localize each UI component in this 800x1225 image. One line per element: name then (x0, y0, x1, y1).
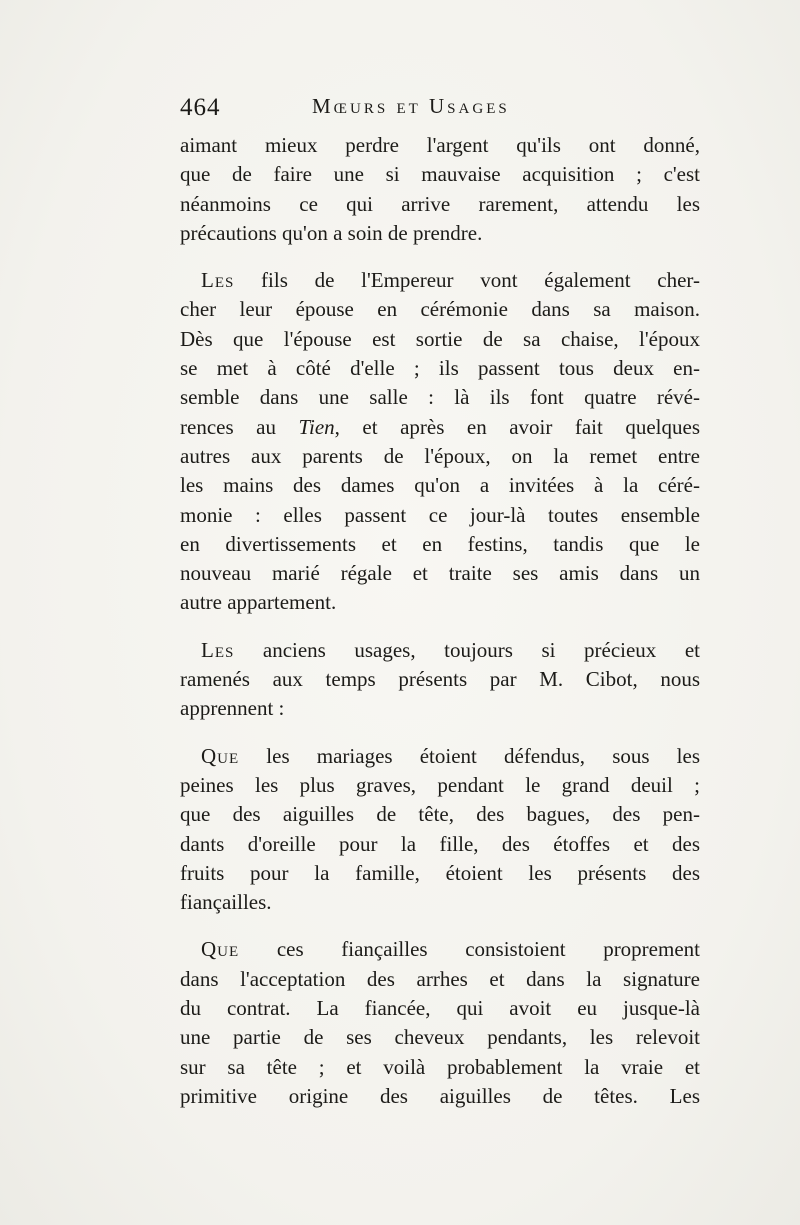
paragraph-lead: Que (201, 743, 240, 768)
paragraph-lead: Que (201, 937, 240, 962)
text-line: dants d'oreille pour la fille, des étoffes et des (180, 831, 700, 856)
italic-term: Tien (298, 414, 335, 439)
text-line: sur sa tête ; et voilà probablement la vraie et (180, 1054, 700, 1079)
paragraph-2 (180, 266, 700, 618)
text-line: monie : elles passent ce jour-là toutes ensemble (180, 502, 700, 527)
text-line: rences au Tien, et après en avoir fait quelques (180, 414, 700, 439)
text-line: les mains des dames qu'on a invitées à la céré- (180, 473, 700, 498)
text-line: aimant mieux perdre l'argent qu'ils ont donné, (180, 133, 700, 157)
text-line: Dès que l'épouse est sortie de sa chaise, l'époux (180, 326, 700, 351)
text-line: fruits pour la famille, étoient les présents des (180, 860, 700, 885)
text-line: précautions qu'on a soin de prendre. (180, 220, 483, 245)
paragraph-1 (180, 131, 700, 248)
text-line: Que ces fiançailles consistoient proprement (201, 937, 700, 962)
text-line: que de faire une si mauvaise acquisition ; c'est (180, 162, 700, 187)
paragraph-5 (180, 935, 700, 1111)
page-header (180, 94, 700, 128)
paragraph-lead: Les (201, 268, 235, 293)
text-line: une partie de ses cheveux pendants, les relevoit (180, 1025, 700, 1050)
running-title: Mœurs et Usages (312, 94, 510, 118)
text-line: apprennent : (180, 696, 285, 721)
body-text (180, 131, 700, 1111)
text-line: du contrat. La fiancée, qui avoit eu jusque-là (180, 996, 700, 1021)
text-line: nouveau marié régale et traite ses amis dans un (180, 561, 700, 586)
text-line: primitive origine des aiguilles de têtes. Les (180, 1083, 700, 1108)
text-line: fiançailles. (180, 890, 272, 915)
text-line: semble dans une salle : là ils font quatre révé- (180, 385, 700, 410)
paragraph-lead: Les (201, 637, 235, 662)
text-line: se met à côté d'elle ; ils passent tous deux en- (180, 356, 700, 381)
text-line: cher leur épouse en cérémonie dans sa maison. (180, 297, 700, 322)
text-line: néanmoins ce qui arrive rarement, attendu les (180, 191, 700, 216)
paragraph-3 (180, 636, 700, 724)
text-line: Que les mariages étoient défendus, sous les (201, 743, 700, 768)
text-line: Les fils de l'Empereur vont également cher- (201, 268, 700, 293)
text-line: dans l'acceptation des arrhes et dans la signature (180, 966, 700, 991)
text-line: ramenés aux temps présents par M. Cibot, nous (180, 667, 700, 692)
text-line: que des aiguilles de tête, des bagues, des pen- (180, 802, 700, 827)
text-line: autre appartement. (180, 590, 337, 615)
text-line: en divertissements et en festins, tandis que le (180, 531, 700, 556)
paragraph-4 (180, 742, 700, 918)
text-line: autres aux parents de l'époux, on la remet entre (180, 443, 700, 468)
text-line: Les anciens usages, toujours si précieux et (201, 637, 700, 662)
page-number: 464 (180, 94, 221, 121)
text-line: peines les plus graves, pendant le grand deuil ; (180, 772, 700, 797)
